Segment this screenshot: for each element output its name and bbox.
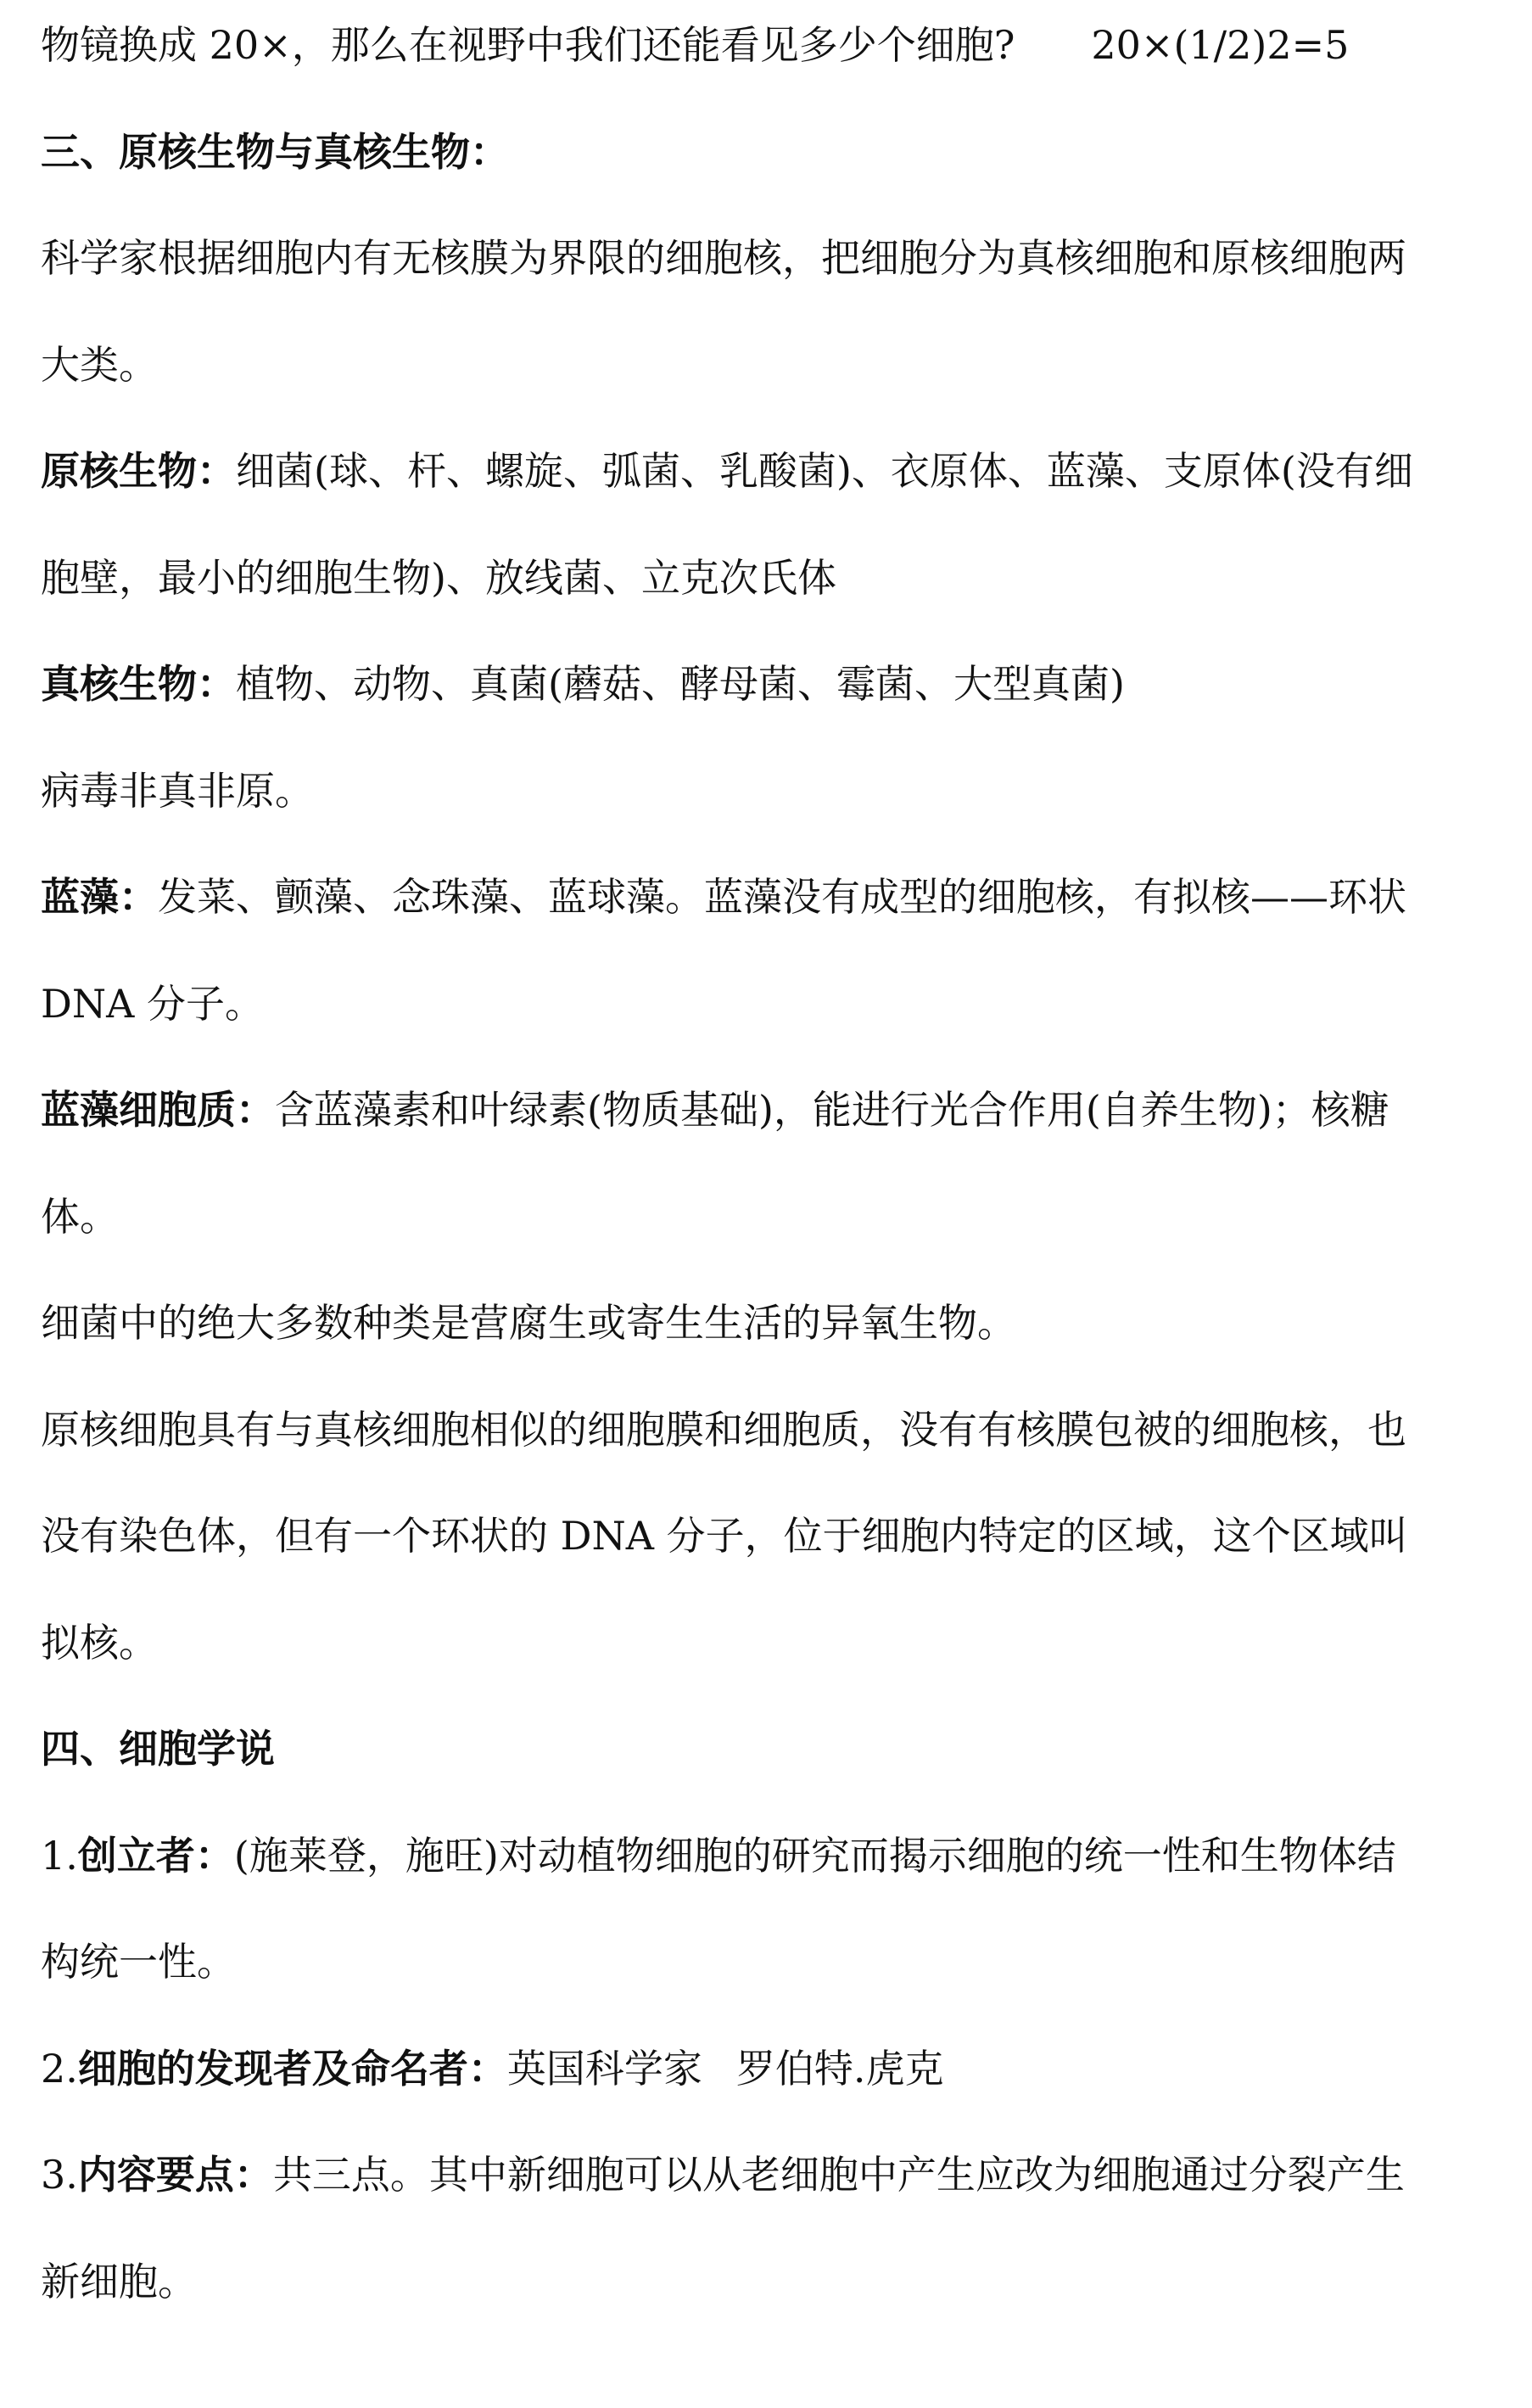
- paragraph-text: 大类。: [41, 341, 158, 388]
- text-line-microscope-question: [41, 15, 1500, 75]
- paragraph-text: 胞壁，最小的细胞生物)、放线菌、立克次氏体: [41, 554, 836, 601]
- paragraph-line: [41, 1506, 1500, 1565]
- question-text: 物镜换成 20×，那么在视野中我们还能看见多少个细胞?: [41, 22, 1015, 68]
- discoverer-name: 罗伯特.虎克: [735, 2045, 944, 2092]
- paragraph-line: [41, 1293, 1500, 1352]
- term-text: 英国科学家: [506, 2045, 702, 2092]
- term-label: 真核生物：: [41, 661, 236, 707]
- paragraph-text: DNA 分子。: [41, 980, 264, 1027]
- paragraph-line: [41, 1187, 1500, 1246]
- term-text: 细菌(球、杆、螺旋、弧菌、乳酸菌)、衣原体、蓝藻、支原体(没有细: [236, 448, 1413, 494]
- content-points-line: [41, 2145, 1500, 2204]
- paragraph-line: [41, 335, 1500, 395]
- paragraph-text: 细菌中的绝大多数种类是营腐生或寄生生活的异氧生物。: [41, 1300, 1016, 1346]
- cyanobacteria-cytoplasm-line: [41, 1080, 1500, 1140]
- section-heading-text: 三、原核生物与真核生物：: [41, 128, 509, 175]
- paragraph-line: [41, 761, 1500, 820]
- paragraph-line: [41, 974, 1500, 1033]
- paragraph-text: 拟核。: [41, 1619, 158, 1666]
- paragraph-line: [41, 1613, 1500, 1672]
- term-label: 细胞的发现者及命名者：: [77, 2045, 507, 2092]
- term-label: 内容要点：: [77, 2152, 273, 2198]
- paragraph-text: 科学家根据细胞内有无核膜为界限的细胞核，把细胞分为真核细胞和原核细胞两: [41, 235, 1406, 281]
- term-text: (施莱登，施旺)对动植物细胞的研究而揭示细胞的统一性和生物体结: [233, 1832, 1396, 1879]
- paragraph-text: 体。: [41, 1193, 119, 1240]
- paragraph-line: [41, 1932, 1500, 1991]
- cell-discoverer-line: [41, 2039, 1500, 2098]
- cell-theory-founder-line: [41, 1826, 1500, 1885]
- paragraph-text: 构统一性。: [41, 1939, 236, 1985]
- prokaryote-line: [41, 441, 1500, 501]
- formula-text: 20×(1/2)2=5: [1091, 22, 1350, 68]
- paragraph-line: [41, 228, 1500, 288]
- eukaryote-line: [41, 654, 1500, 714]
- cyanobacteria-line: [41, 867, 1500, 927]
- term-label: 原核生物：: [41, 448, 236, 494]
- term-text: 含蓝藻素和叶绿素(物质基础)，能进行光合作用(自养生物)；核糖: [275, 1087, 1389, 1133]
- item-number: 1.: [41, 1832, 78, 1879]
- item-number: 3.: [41, 2152, 78, 2198]
- term-label: 创立者：: [77, 1832, 234, 1879]
- term-label: 蓝藻：: [41, 874, 158, 920]
- paragraph-line: [41, 1400, 1500, 1459]
- section-heading-3: [41, 122, 1500, 182]
- term-text: 共三点。其中新细胞可以从老细胞中产生应改为细胞通过分裂产生: [272, 2152, 1405, 2198]
- paragraph-text: 没有染色体，但有一个环状的 DNA 分子，位于细胞内特定的区域，这个区域叫: [41, 1513, 1408, 1559]
- paragraph-text: 原核细胞具有与真核细胞相似的细胞膜和细胞质，没有有核膜包被的细胞核，也: [41, 1406, 1406, 1453]
- section-heading-text: 四、细胞学说: [41, 1726, 275, 1772]
- term-text: 发菜、颤藻、念珠藻、蓝球藻。蓝藻没有成型的细胞核，有拟核——环状: [158, 874, 1406, 920]
- term-label: 蓝藻细胞质：: [41, 1087, 275, 1133]
- paragraph-line: [41, 548, 1500, 608]
- paragraph-text: 新细胞。: [41, 2258, 197, 2304]
- paragraph-text: 病毒非真非原。: [41, 767, 314, 814]
- paragraph-line: [41, 2252, 1500, 2311]
- item-number: 2.: [41, 2045, 78, 2092]
- term-text: 植物、动物、真菌(蘑菇、酵母菌、霉菌、大型真菌): [236, 661, 1125, 707]
- section-heading-4: [41, 1719, 1500, 1778]
